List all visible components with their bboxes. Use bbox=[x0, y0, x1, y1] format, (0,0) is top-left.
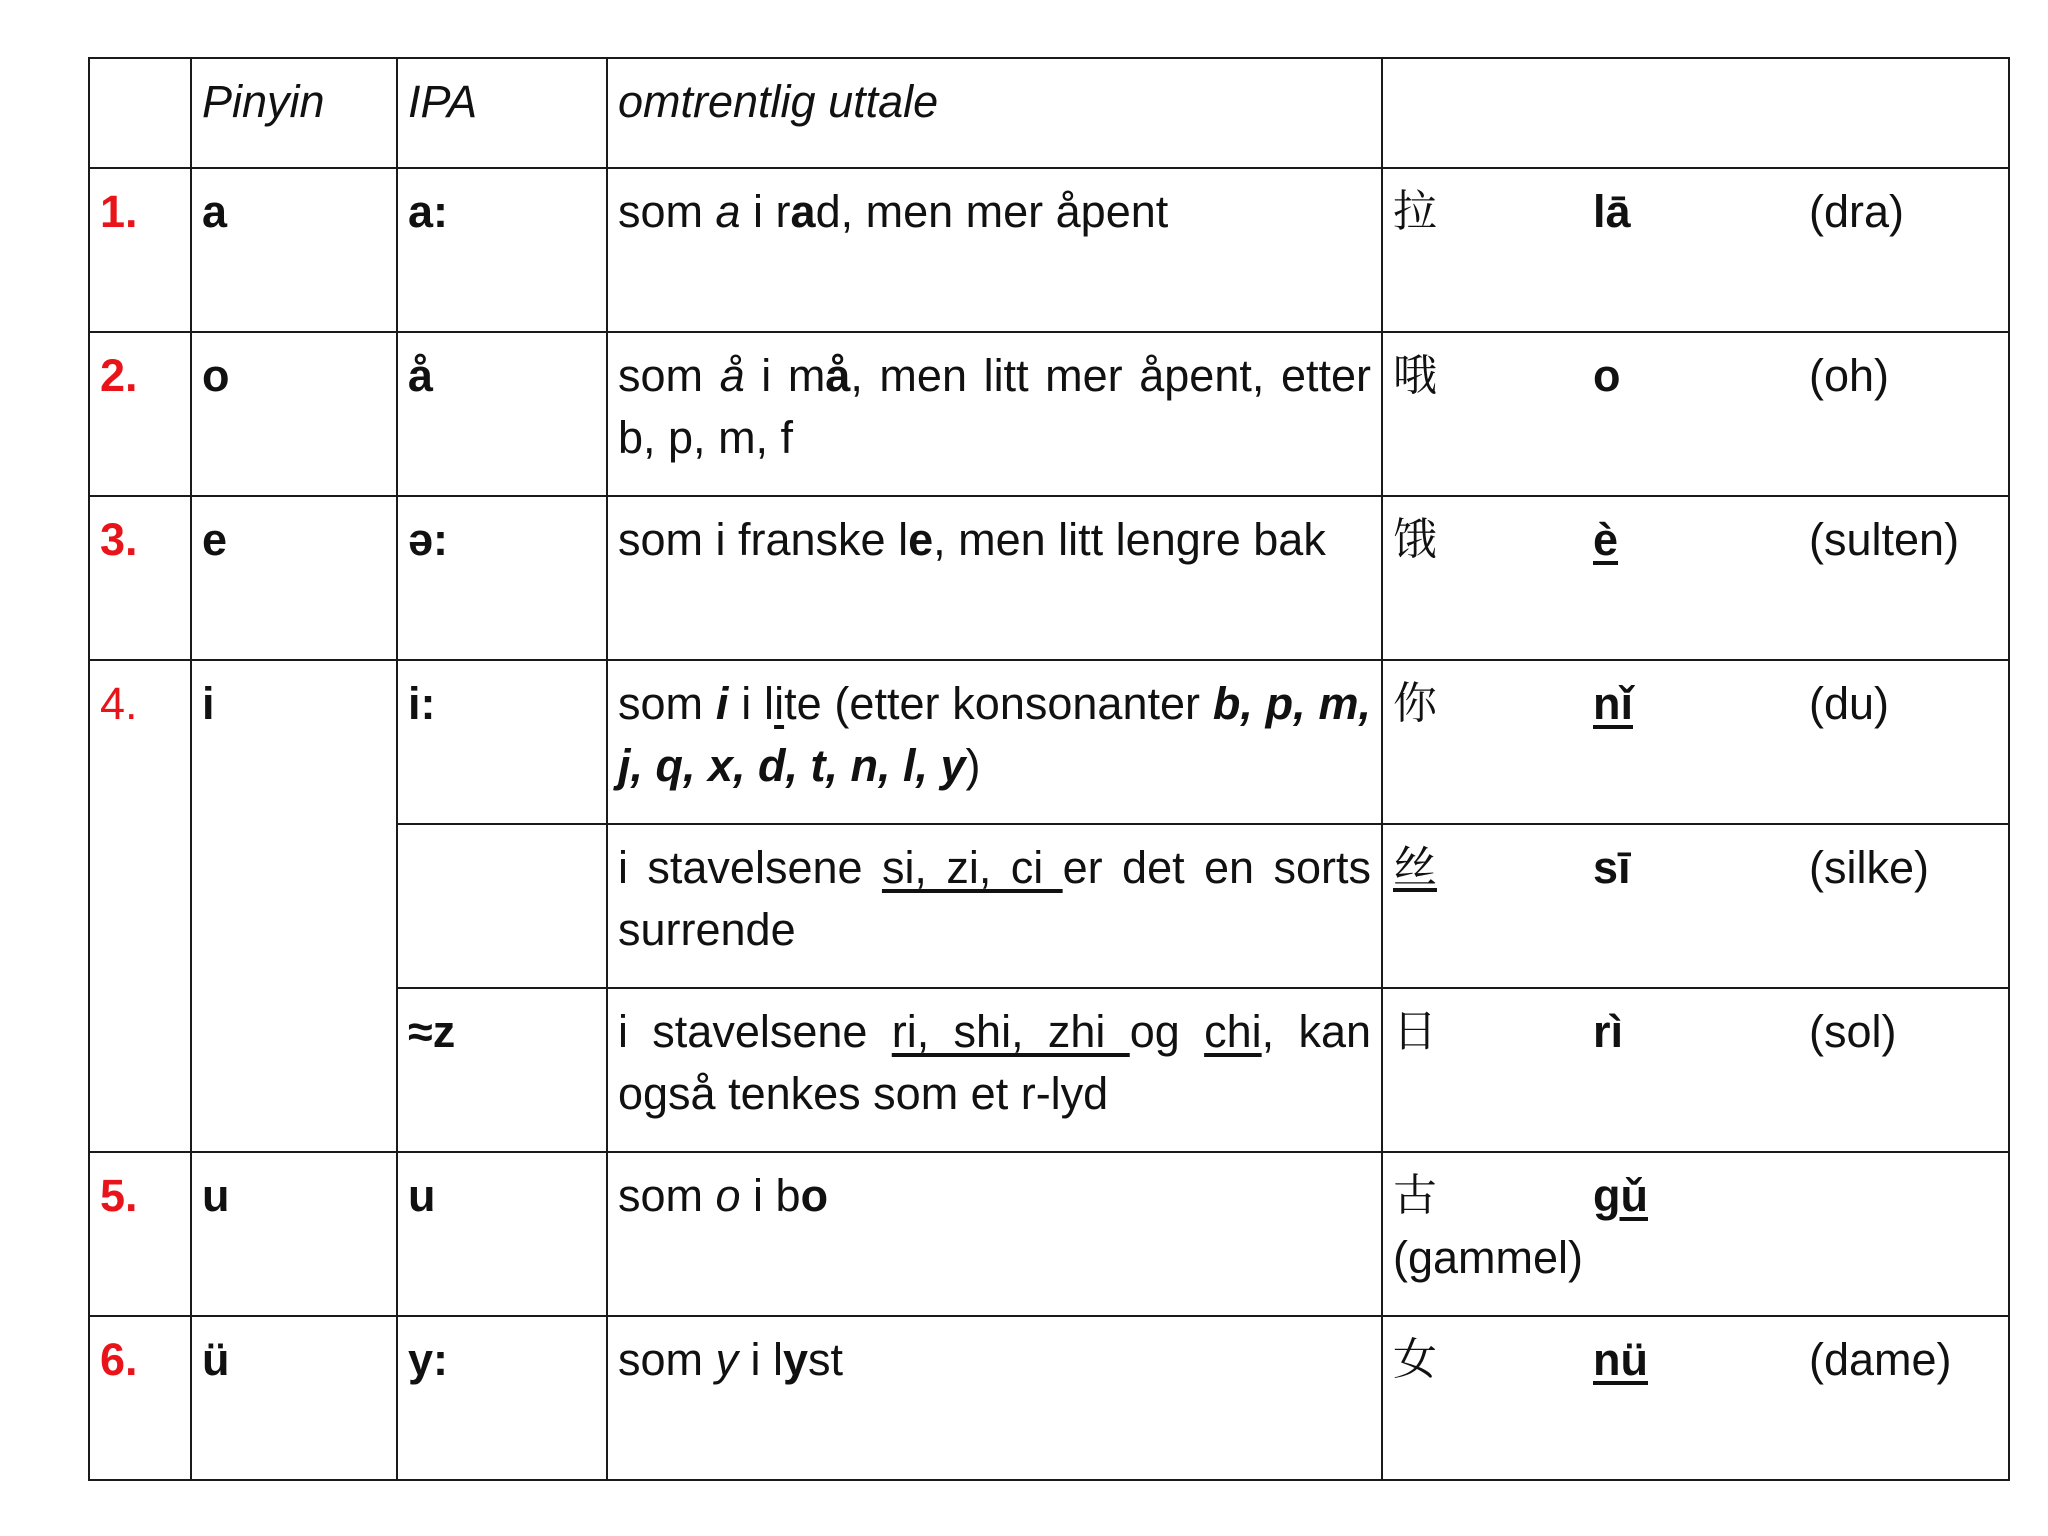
text-run: å bbox=[719, 350, 745, 401]
header-ipa: IPA bbox=[397, 58, 607, 168]
example-meaning: (sulten) bbox=[1809, 514, 1960, 565]
text-run: i bbox=[774, 678, 785, 729]
text-run: og bbox=[1129, 1006, 1205, 1057]
hanzi-character: 古 bbox=[1393, 1170, 1437, 1221]
text-run: i l bbox=[738, 1334, 784, 1385]
table-row bbox=[89, 1152, 2009, 1316]
text-run: o bbox=[715, 1170, 741, 1221]
text-run: te (etter konsonanter bbox=[784, 678, 1213, 729]
hanzi-character: 丝 bbox=[1393, 842, 1437, 893]
pinyin-cell: e bbox=[191, 496, 397, 660]
text-run: i stavelsene bbox=[618, 1006, 892, 1057]
ipa-cell: a: bbox=[397, 168, 607, 332]
example-pinyin: lā bbox=[1593, 186, 1631, 237]
pinyin-vowel-table bbox=[88, 57, 2010, 1481]
text-run: i l bbox=[728, 678, 775, 729]
hanzi-character: 日 bbox=[1393, 1006, 1437, 1057]
row-number: 2. bbox=[100, 350, 138, 401]
hanzi-character: 拉 bbox=[1393, 186, 1437, 237]
text-run: i stavelsene bbox=[618, 842, 882, 893]
pinyin-cell: u bbox=[191, 1152, 397, 1316]
example-pinyin: è bbox=[1593, 514, 1619, 565]
example-meaning: (oh) bbox=[1809, 350, 1890, 401]
text-run: b, p, m, j, q, x, d, t, n, l, y bbox=[618, 678, 1372, 791]
example-pinyin: nü bbox=[1593, 1334, 1648, 1385]
example-cell bbox=[1382, 1316, 2009, 1480]
text-run: i bbox=[715, 678, 729, 729]
example-cell bbox=[1382, 660, 2009, 824]
text-run: st bbox=[808, 1334, 844, 1385]
example-cell bbox=[1382, 824, 2009, 988]
text-run: er det en sorts surrende bbox=[618, 842, 1371, 955]
table-row bbox=[89, 1316, 2009, 1480]
table-row bbox=[89, 496, 2009, 660]
header-pinyin: Pinyin bbox=[191, 58, 397, 168]
ipa-cell bbox=[397, 824, 607, 988]
pronunciation-cell bbox=[607, 660, 1382, 824]
pinyin-cell: ü bbox=[191, 1316, 397, 1480]
text-run: y bbox=[715, 1334, 739, 1385]
pronunciation-cell bbox=[607, 496, 1382, 660]
example-cell bbox=[1382, 332, 2009, 496]
example-meaning: (silke) bbox=[1809, 842, 1929, 893]
text-run: i b bbox=[740, 1170, 801, 1221]
example-pinyin: o bbox=[1593, 350, 1621, 401]
pronunciation-cell bbox=[607, 168, 1382, 332]
ipa-cell: i: bbox=[397, 660, 607, 824]
text-run: a bbox=[715, 186, 741, 237]
text-run: e bbox=[908, 514, 934, 565]
text-run: i m bbox=[744, 350, 826, 401]
text-run: si, zi, ci bbox=[881, 842, 1063, 893]
example-pinyin: gǔ bbox=[1593, 1170, 1648, 1221]
table-row bbox=[89, 168, 2009, 332]
example-pinyin: rì bbox=[1593, 1006, 1624, 1057]
text-run: som bbox=[618, 1334, 716, 1385]
text-run: som bbox=[618, 350, 720, 401]
text-run: som bbox=[618, 1170, 716, 1221]
header-pronunciation: omtrentlig uttale bbox=[607, 58, 1382, 168]
table-row bbox=[89, 332, 2009, 496]
hanzi-character: 女 bbox=[1393, 1334, 1437, 1385]
text-run: chi bbox=[1204, 1006, 1262, 1057]
text-run: , men litt lengre bak bbox=[933, 514, 1326, 565]
example-cell bbox=[1382, 496, 2009, 660]
row-number: 1. bbox=[100, 186, 138, 237]
ipa-cell: y: bbox=[397, 1316, 607, 1480]
pronunciation-cell bbox=[607, 1152, 1382, 1316]
hanzi-character: 饿 bbox=[1393, 514, 1437, 565]
row-number: 6. bbox=[100, 1334, 138, 1385]
row-number: 5. bbox=[100, 1170, 138, 1221]
text-run: a bbox=[790, 186, 816, 237]
example-meaning: (du) bbox=[1809, 678, 1890, 729]
text-run: y bbox=[783, 1334, 809, 1385]
text-run: som bbox=[618, 186, 716, 237]
pinyin-cell: i bbox=[191, 660, 397, 1152]
example-cell bbox=[1382, 988, 2009, 1152]
pronunciation-cell bbox=[607, 824, 1382, 988]
pinyin-cell: a bbox=[191, 168, 397, 332]
header-example bbox=[1382, 58, 2009, 168]
ipa-cell: ə: bbox=[397, 496, 607, 660]
example-meaning: (gammel) bbox=[1393, 1232, 1584, 1283]
pronunciation-cell bbox=[607, 332, 1382, 496]
pronunciation-cell bbox=[607, 1316, 1382, 1480]
example-pinyin: sī bbox=[1593, 842, 1631, 893]
ipa-cell: å bbox=[397, 332, 607, 496]
ipa-cell: ≈z bbox=[397, 988, 607, 1152]
example-cell bbox=[1382, 168, 2009, 332]
text-run: d, men mer åpent bbox=[815, 186, 1169, 237]
text-run: , men litt mer åpent, etter b, p, m, f bbox=[618, 350, 1371, 463]
header-row bbox=[89, 58, 2009, 168]
text-run: i r bbox=[740, 186, 791, 237]
text-run: , kan også tenkes som et r-lyd bbox=[618, 1006, 1372, 1119]
text-run: som bbox=[618, 678, 716, 729]
pinyin-cell: o bbox=[191, 332, 397, 496]
text-run: som i franske l bbox=[618, 514, 909, 565]
row-number: 4. bbox=[100, 678, 138, 729]
text-run: ri, shi, zhi bbox=[891, 1006, 1130, 1057]
pronunciation-cell bbox=[607, 988, 1382, 1152]
text-run: ) bbox=[965, 740, 981, 791]
text-run: o bbox=[800, 1170, 829, 1221]
example-meaning: (dra) bbox=[1809, 186, 1905, 237]
header-number-cell bbox=[89, 58, 191, 168]
hanzi-character: 哦 bbox=[1393, 350, 1437, 401]
example-meaning: (dame) bbox=[1809, 1334, 1952, 1385]
example-pinyin: nǐ bbox=[1593, 678, 1633, 729]
row-number: 3. bbox=[100, 514, 138, 565]
example-cell bbox=[1382, 1152, 2009, 1316]
table-row bbox=[89, 660, 2009, 824]
ipa-cell: u bbox=[397, 1152, 607, 1316]
hanzi-character: 你 bbox=[1393, 678, 1437, 729]
text-run: å bbox=[825, 350, 851, 401]
example-meaning: (sol) bbox=[1809, 1006, 1897, 1057]
